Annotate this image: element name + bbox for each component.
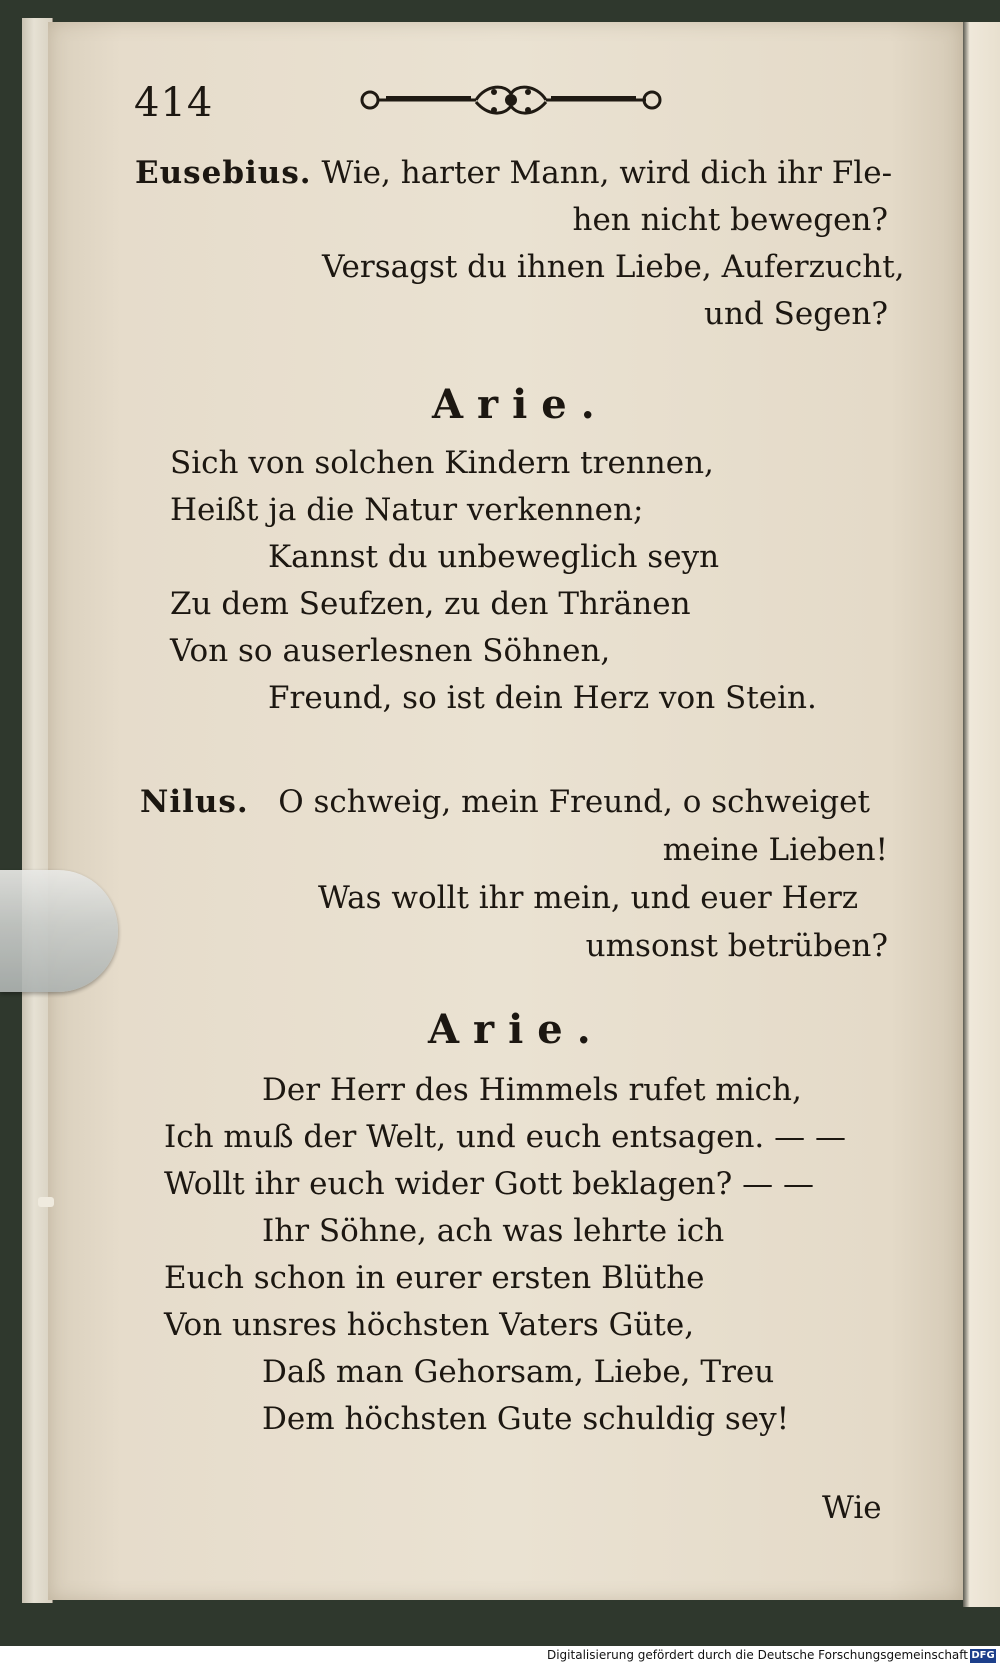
verse-line: Daß man Gehorsam, Liebe, Treu: [262, 1354, 775, 1390]
verse-line: Versagst du ihnen Liebe, Auferzucht,: [322, 249, 905, 285]
verse-line: Der Herr des Himmels rufet mich,: [262, 1072, 802, 1108]
verse-line: Von so auserlesnen Söhnen,: [170, 633, 611, 669]
verse-line: Von unsres höchsten Vaters Güte,: [164, 1307, 695, 1343]
verse-text: Wie, harter Mann, wird dich ihr Fle-: [321, 155, 893, 191]
verse-line: Heißt ja die Natur verkennen;: [170, 492, 644, 528]
page-number: 414: [134, 80, 214, 126]
page-clip: [0, 870, 118, 992]
aria-heading: Arie.: [428, 1006, 605, 1053]
verse-text: O schweig, mein Freund, o schweiget: [278, 784, 870, 820]
verse-line: Wollt ihr euch wider Gott beklagen? — —: [164, 1166, 814, 1202]
verse-line: umsonst betrüben?: [585, 928, 888, 964]
verse-line: [135, 153, 892, 193]
speaker-name: Eusebius.: [135, 155, 312, 191]
verse-line: Dem höchsten Gute schuldig sey!: [262, 1401, 790, 1437]
verse-line: Zu dem Seufzen, zu den Thränen: [170, 586, 691, 622]
footer-text: Digitalisierung gefördert durch die Deutsche Forschungsgemeinschaft: [546, 1648, 968, 1662]
digitization-footer: [0, 1646, 1000, 1667]
verse-line: und Segen?: [704, 296, 888, 332]
facing-page-edge: [963, 22, 1000, 1607]
verse-line: meine Lieben!: [662, 832, 888, 868]
verse-line: Freund, so ist dein Herz von Stein.: [268, 680, 817, 716]
ornament-icon: [356, 80, 666, 124]
verse-line: Ihr Söhne, ach was lehrte ich: [262, 1213, 725, 1249]
verse-line: Ich muß der Welt, und euch entsagen. — —: [164, 1119, 846, 1155]
verse-line: Sich von solchen Kindern trennen,: [170, 445, 714, 481]
verse-line: Was wollt ihr mein, und euer Herz: [318, 880, 859, 916]
verse-line: Kannst du unbeweglich seyn: [268, 539, 720, 575]
speaker-name: Nilus.: [140, 784, 249, 820]
binding-thread: [38, 1197, 54, 1207]
dfg-logo: DFG: [971, 1650, 995, 1661]
aria-heading: Arie.: [432, 381, 609, 428]
verse-line: hen nicht bewegen?: [572, 202, 888, 238]
verse-line: [140, 782, 870, 822]
verse-line: Euch schon in eurer ersten Blüthe: [164, 1260, 705, 1296]
page-header: [134, 80, 894, 130]
catchword: Wie: [822, 1490, 882, 1526]
